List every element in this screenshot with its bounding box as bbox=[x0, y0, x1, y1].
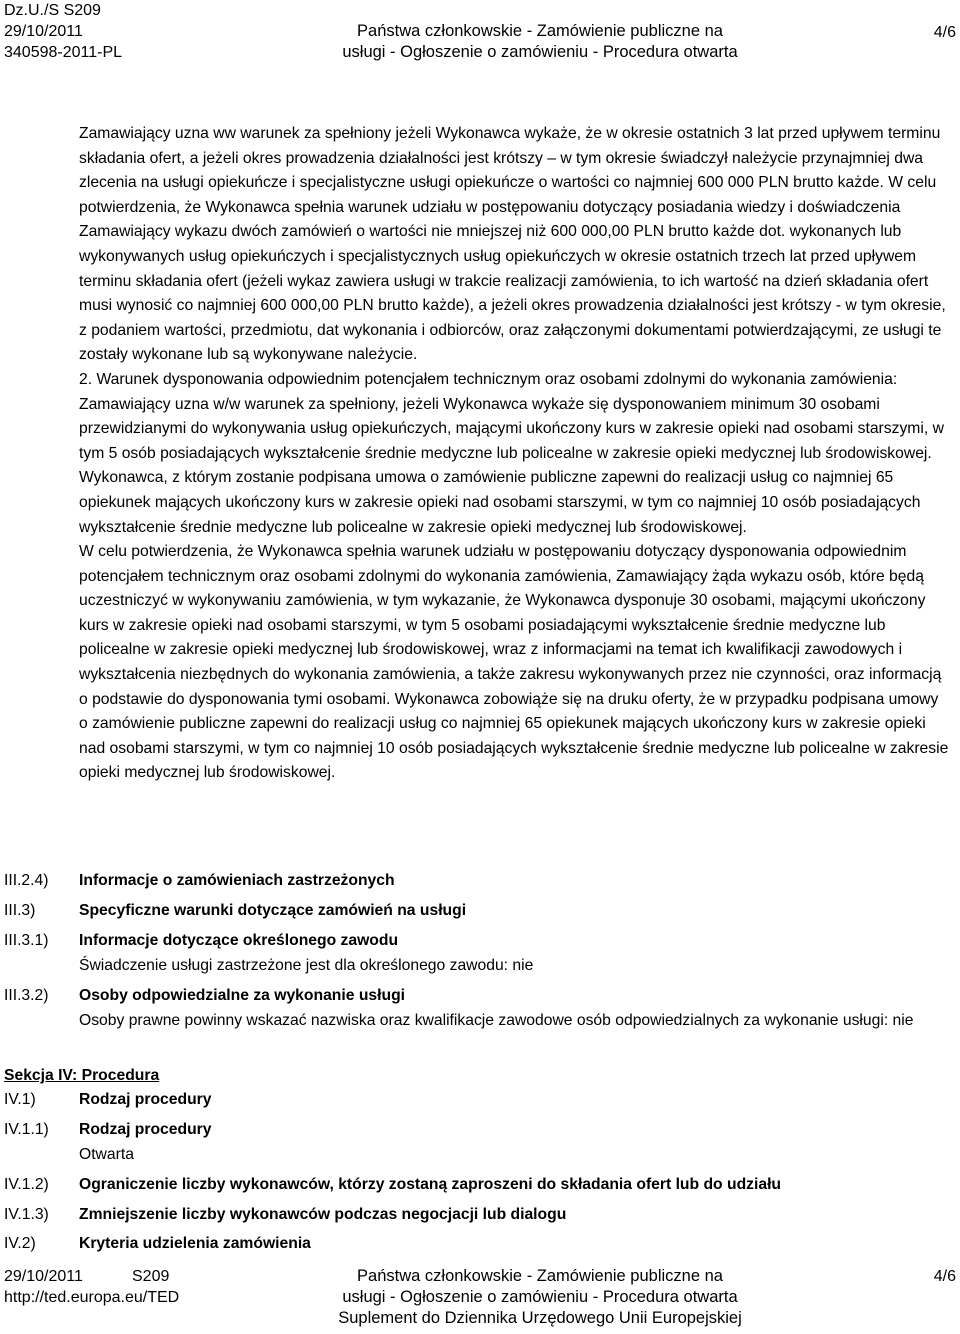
section-title: Specyficzne warunki dotyczące zamówień na usługi bbox=[79, 902, 467, 919]
section-number: III.2.4) bbox=[4, 872, 49, 889]
footer-issue: S209 bbox=[132, 1268, 170, 1285]
footer-left bbox=[4, 1266, 179, 1308]
header-title bbox=[335, 1, 745, 63]
section-title: Informacje o zamówieniach zastrzeżonych bbox=[79, 872, 395, 889]
body-paragraph-1: Zamawiający uzna ww warunek za spełniony jeżeli Wykonawca wykaże, że w okresie ostatnich 3 lat przed upływem terminu składania ofert, a jeżeli okres prowadzenia działalności jest krótszy – w tym okresie świadczył należycie przynajmniej dwa zlecenia na usługi opiekuńcze i specjalistyczne usługi opiekuńcze o wartości co najmniej 600 000 PLN brutto każde. W celu potwierdzenia, że Wykonawca spełnia warunek udziału w postępowaniu dotyczący posiadania wiedzy i doświadczenia Zamawiający wykazu dwóch zamówień o wartości nie mniejszej niż 600 000,00 PLN brutto każde dot. wykonanych lub wykonywanych usług opiekuńczych i specjalistycznych usług opiekuńczych w okresie ostatnich trzech lat przed upływem terminu składania ofert (jeżeli wykaz zawiera usługi w trakcie realizacji zamówienia, to ich wartość na dzień składania ofert musi wynosić co najmniej 600 000,00 PLN brutto każde), a jeżeli okres prowadzenia działalności jest krótszy - w tym okresie, z podaniem wartości, przedmiotu, dat wykonania i odbiorców, oraz załączonymi dokumentami potwierdzającymi, ze usługi te zostały wykonane lub są wykonywane należycie. bbox=[79, 125, 946, 364]
section-title: Rodzaj procedury bbox=[79, 1121, 212, 1138]
footer-title-line2: usługi - Ogłoszenie o zamówieniu - Procedura otwarta bbox=[342, 1288, 738, 1306]
footer-url: http://ted.europa.eu/TED bbox=[4, 1289, 180, 1306]
body-text bbox=[79, 122, 949, 786]
footer-title-line1: Państwa członkowskie - Zamówienie publiczne na bbox=[357, 1267, 723, 1285]
header-title-line1: Państwa członkowskie - Zamówienie publiczne na bbox=[357, 22, 723, 40]
body-paragraph-3: W celu potwierdzenia, że Wykonawca spełnia warunek udziału w postępowaniu dotyczący dysponowania odpowiednim potencjałem technicznym oraz osobami zdolnymi do wykonania zamówienia, Zamawiający żąda wykazu osób, które będą uczestniczyć w wykonywaniu zamówienia, w tym wykazanie, że Wykonawca dysponuje 30 osobami, mającymi ukończony kurs w zakresie opieki nad osobami starszymi, w tym 5 osobami posiadającymi wykształcenie średnie medyczne lub policealne w zakresie opieki medycznej lub środowiskowej, wraz z informacjami na temat ich kwalifikacji zawodowych i wykształcenia niezbędnych do wykonania zamówienia, a także zakresu wykonywanych przez nie czynności, oraz informacją o podstawie do dysponowania tymi osobami. Wykonawca zobowiąże się na druku oferty, że w przypadku podpisana umowy o zamówienie publiczne zapewni do realizacji usług co najmniej 65 opiekunek mających ukończony kurs w zakresie opieki nad osobami starszymi, w tym co najmniej 10 osób posiadających wykształcenie średnie medyczne lub policealne w zakresie opieki medycznej lub środowiskowej. bbox=[79, 543, 949, 782]
header-journal: Dz.U./S S209 bbox=[4, 2, 101, 19]
section-number: IV.2) bbox=[4, 1235, 36, 1252]
section-text: Otwarta bbox=[79, 1145, 134, 1163]
header-date: 29/10/2011 bbox=[4, 23, 83, 40]
section-number: IV.1.1) bbox=[4, 1121, 49, 1138]
section-title: Kryteria udzielenia zamówienia bbox=[79, 1235, 311, 1252]
section-number: IV.1) bbox=[4, 1091, 36, 1108]
footer-title bbox=[320, 1266, 760, 1329]
section-title: Rodzaj procedury bbox=[79, 1091, 212, 1108]
header-title-line2: usługi - Ogłoszenie o zamówieniu - Procedura otwarta bbox=[342, 43, 738, 61]
header-page-number: 4/6 bbox=[933, 24, 956, 41]
section-text: Świadczenie usługi zastrzeżone jest dla określonego zawodu: nie bbox=[79, 956, 534, 974]
section-title: Osoby odpowiedzialne za wykonanie usługi bbox=[79, 987, 406, 1004]
section-text: Osoby prawne powinny wskazać nazwiska oraz kwalifikacje zawodowe osób odpowiedzialnych za wykonanie usługi: nie bbox=[79, 1011, 914, 1029]
header-left bbox=[4, 0, 122, 63]
header-notice-id: 340598-2011-PL bbox=[4, 44, 123, 61]
footer-title-line3: Suplement do Dziennika Urzędowego Unii Europejskiej bbox=[338, 1309, 742, 1327]
footer-page-number: 4/6 bbox=[933, 1268, 956, 1285]
section-number: III.3.2) bbox=[4, 987, 49, 1004]
section-title: Informacje dotyczące określonego zawodu bbox=[79, 932, 399, 949]
section-number: III.3) bbox=[4, 902, 36, 919]
section-number: III.3.1) bbox=[4, 932, 49, 949]
section-number: IV.1.2) bbox=[4, 1176, 49, 1193]
footer-date: 29/10/2011 bbox=[4, 1268, 83, 1285]
section-number: IV.1.3) bbox=[4, 1206, 49, 1223]
section-iv-heading: Sekcja IV: Procedura bbox=[4, 1067, 160, 1084]
section-title: Zmniejszenie liczby wykonawców podczas negocjacji lub dialogu bbox=[79, 1206, 567, 1223]
body-paragraph-2: 2. Warunek dysponowania odpowiednim potencjałem technicznym oraz osobami zdolnymi do wykonania zamówienia: Zamawiający uzna w/w warunek za spełniony, jeżeli Wykonawca wykaże się dysponowaniem minimum 30 osobami przewidzianymi do wykonywania usług opiekuńczych, mającymi ukończony kurs w zakresie opieki nad osobami starszymi, w tym 5 osób posiadających wykształcenie średnie medyczne lub policealne w zakresie opieki medycznej lub środowiskowej. Wykonawca, z którym zostanie podpisana umowa o zamówienie publiczne zapewni do realizacji usług co najmniej 65 opiekunek mających ukończony kurs w zakresie opieki nad osobami starszymi, w tym co najmniej 10 osób posiadających wykształcenie średnie medyczne lub policealne w zakresie opieki medycznej lub środowiskowej. bbox=[79, 370, 944, 536]
section-title: Ograniczenie liczby wykonawców, którzy zostaną zaproszeni do składania ofert lub do udziału bbox=[79, 1176, 782, 1193]
